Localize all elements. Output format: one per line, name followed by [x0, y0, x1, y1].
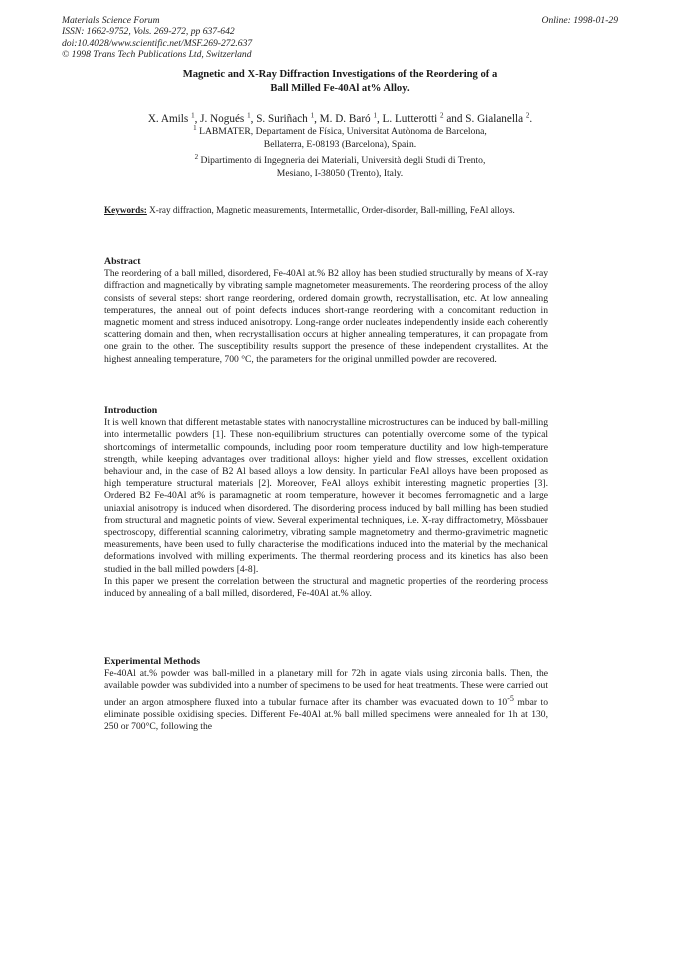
keywords-text: X-ray diffraction, Magnetic measurements, Intermetallic, Order-disorder, Ball-milling, FeAl alloys. — [146, 205, 515, 215]
abstract-section — [104, 256, 548, 366]
issn-line: ISSN: 1662-9752, Vols. 269-272, pp 637-642 — [62, 26, 235, 38]
keywords-label: Keywords: — [104, 205, 147, 215]
author-affiliation-mark: 2 — [525, 111, 530, 119]
author-separator: , — [194, 112, 201, 125]
copyright-line: © 1998 Trans Tech Publications Ltd, Switzerland — [62, 49, 252, 61]
methods-text-part-1: Fe-40Al at.% powder was ball-milled in a planetary mill for 72h in agate vials using zirconia balls. Then, the available powder was subdivided into a number of specimens to be used for heat treatments. These were carried out under an argon atmosphere fluxed into a tubular furnace after its chamber was evacuated down to 10 — [104, 668, 548, 708]
author-separator: , — [376, 112, 383, 125]
author-affiliation-mark: 1 — [191, 111, 195, 119]
doi-line: doi:10.4028/www.scientific.net/MSF.269-272.637 — [62, 37, 253, 49]
methods-paragraph — [104, 668, 548, 733]
author-affiliation-mark: 1 — [247, 111, 251, 119]
title-line-1: Magnetic and X-Ray Diffraction Investigations of the Reordering of a — [182, 69, 498, 80]
affiliation-text: Dipartimento di Ingegneria dei Materiali, Università degli Studi di Trento, — [200, 155, 486, 167]
author-separator: . — [529, 112, 533, 125]
author-affiliation-mark: 1 — [310, 111, 315, 119]
author-name: X. Amils — [147, 112, 189, 125]
affiliation-number: 1 — [193, 124, 197, 132]
journal-name: Materials Science Forum — [62, 15, 160, 26]
title-line-2: Ball Milled Fe-40Al at% Alloy. — [270, 82, 410, 94]
introduction-section — [104, 405, 548, 600]
affiliation-text: LABMATER, Departament de Física, Universitat Autònoma de Barcelona, — [199, 126, 487, 138]
author-name: L. Lutterotti — [382, 112, 438, 125]
affiliation-2-line-2: Mesiano, I-38050 (Trento), Italy. — [276, 168, 404, 180]
author-affiliation-mark: 1 — [373, 111, 377, 119]
affiliation-number: 2 — [194, 153, 199, 162]
methods-heading: Experimental Methods — [104, 656, 201, 667]
introduction-paragraph-2: In this paper we present the correlation between the structural and magnetic properties of the reordering process induced by annealing of a ball milled, disordered, Fe-40Al at.% alloy. — [104, 575, 548, 600]
methods-text-part-2: mbar to eliminate possible oxidising species. Different Fe-40Al at.% ball milled specimens were annealed for 1h at 130, 250 or 700°C, following the — [104, 696, 549, 733]
abstract-text: The reordering of a ball milled, disordered, Fe-40Al at.% B2 alloy has been studied structurally by means of X-ray diffraction and magnetically by vibrating sample magnetometer measurements. The reordering process of the alloy consists of several steps: short range reordering, ordered domain growth, recrystallisation, etc. At low annealing temperatures, the anneal out of point defects induces short-range reordering with a concomitant reduction in magnetic moment and stress induced anisotropy. Long-range order nucleates independently inside each coherently scattering domain and then, when recrystallisation occurs at higher annealing temperatures, it can propagate from one grain to the other. The susceptibility results support the presence of these independent crystallites. At the highest annealing temperature, 700 °C, the parameters for the original unmilled powder are recovered. — [104, 268, 548, 365]
affiliation-2-line-1 — [62, 151, 618, 168]
affiliation-1-line-1 — [62, 122, 618, 139]
author-name: M. D. Baró — [319, 112, 371, 125]
author-name: S. Suriñach — [256, 112, 308, 125]
author-separator: , — [314, 112, 320, 125]
affiliations — [62, 122, 618, 181]
pressure-exponent: -5 — [507, 693, 514, 703]
methods-section — [104, 656, 548, 733]
introduction-heading: Introduction — [104, 405, 158, 416]
keywords — [104, 205, 574, 217]
introduction-paragraph-1: It is well known that different metastable states with nanocrystalline microstructures can be induced by ball-milling into intermetallic powders [1]. These non-equilibrium structures can potentially overcome some of the typical shortcomings of intermetallic compounds, including poor room temperature ductility and low high-temperature strength, while keeping advantages over traditional alloys: higher yield and flow stresses, excellent oxidation behaviour and, in the case of B2 Al based alloys a low density. In particular FeAl alloys have been proposed as high temperature structural materials [2]. Moreover, FeAl alloys exhibit interesting magnetic properties [3]. Ordered B2 Fe-40Al at% is paramagnetic at room temperature, however it becomes ferromagnetic and a large uniaxial anisotropy is induced when disordered. The disordering process induced by ball milling has been studied from structural and magnetic points of view. Several experimental techniques, i.e. X-ray diffractometry, Mössbauer spectroscopy, differential scanning calorimetry, vibrating sample magnetometry and thermo-gravimetric magnetic measurements, have been used to fully characterise the modifications induced into the material by the mechanical deformations involved with milling experiments. The thermal reordering process and its kinetics has also been studied in the ball milled powders [4-8]. — [104, 417, 548, 575]
affiliation-1-line-2: Bellaterra, E-08193 (Barcelona), Spain. — [263, 138, 417, 150]
journal-header — [62, 15, 618, 61]
author-name: J. Nogués — [200, 112, 245, 125]
online-date: Online: 1998-01-29 — [541, 15, 618, 26]
author-separator: , — [250, 112, 257, 125]
author-name: S. Gialanella — [465, 112, 524, 125]
abstract-heading: Abstract — [104, 256, 141, 267]
author-affiliation-mark: 2 — [440, 111, 444, 119]
author-separator: and — [443, 112, 466, 125]
paper-title — [62, 68, 618, 95]
